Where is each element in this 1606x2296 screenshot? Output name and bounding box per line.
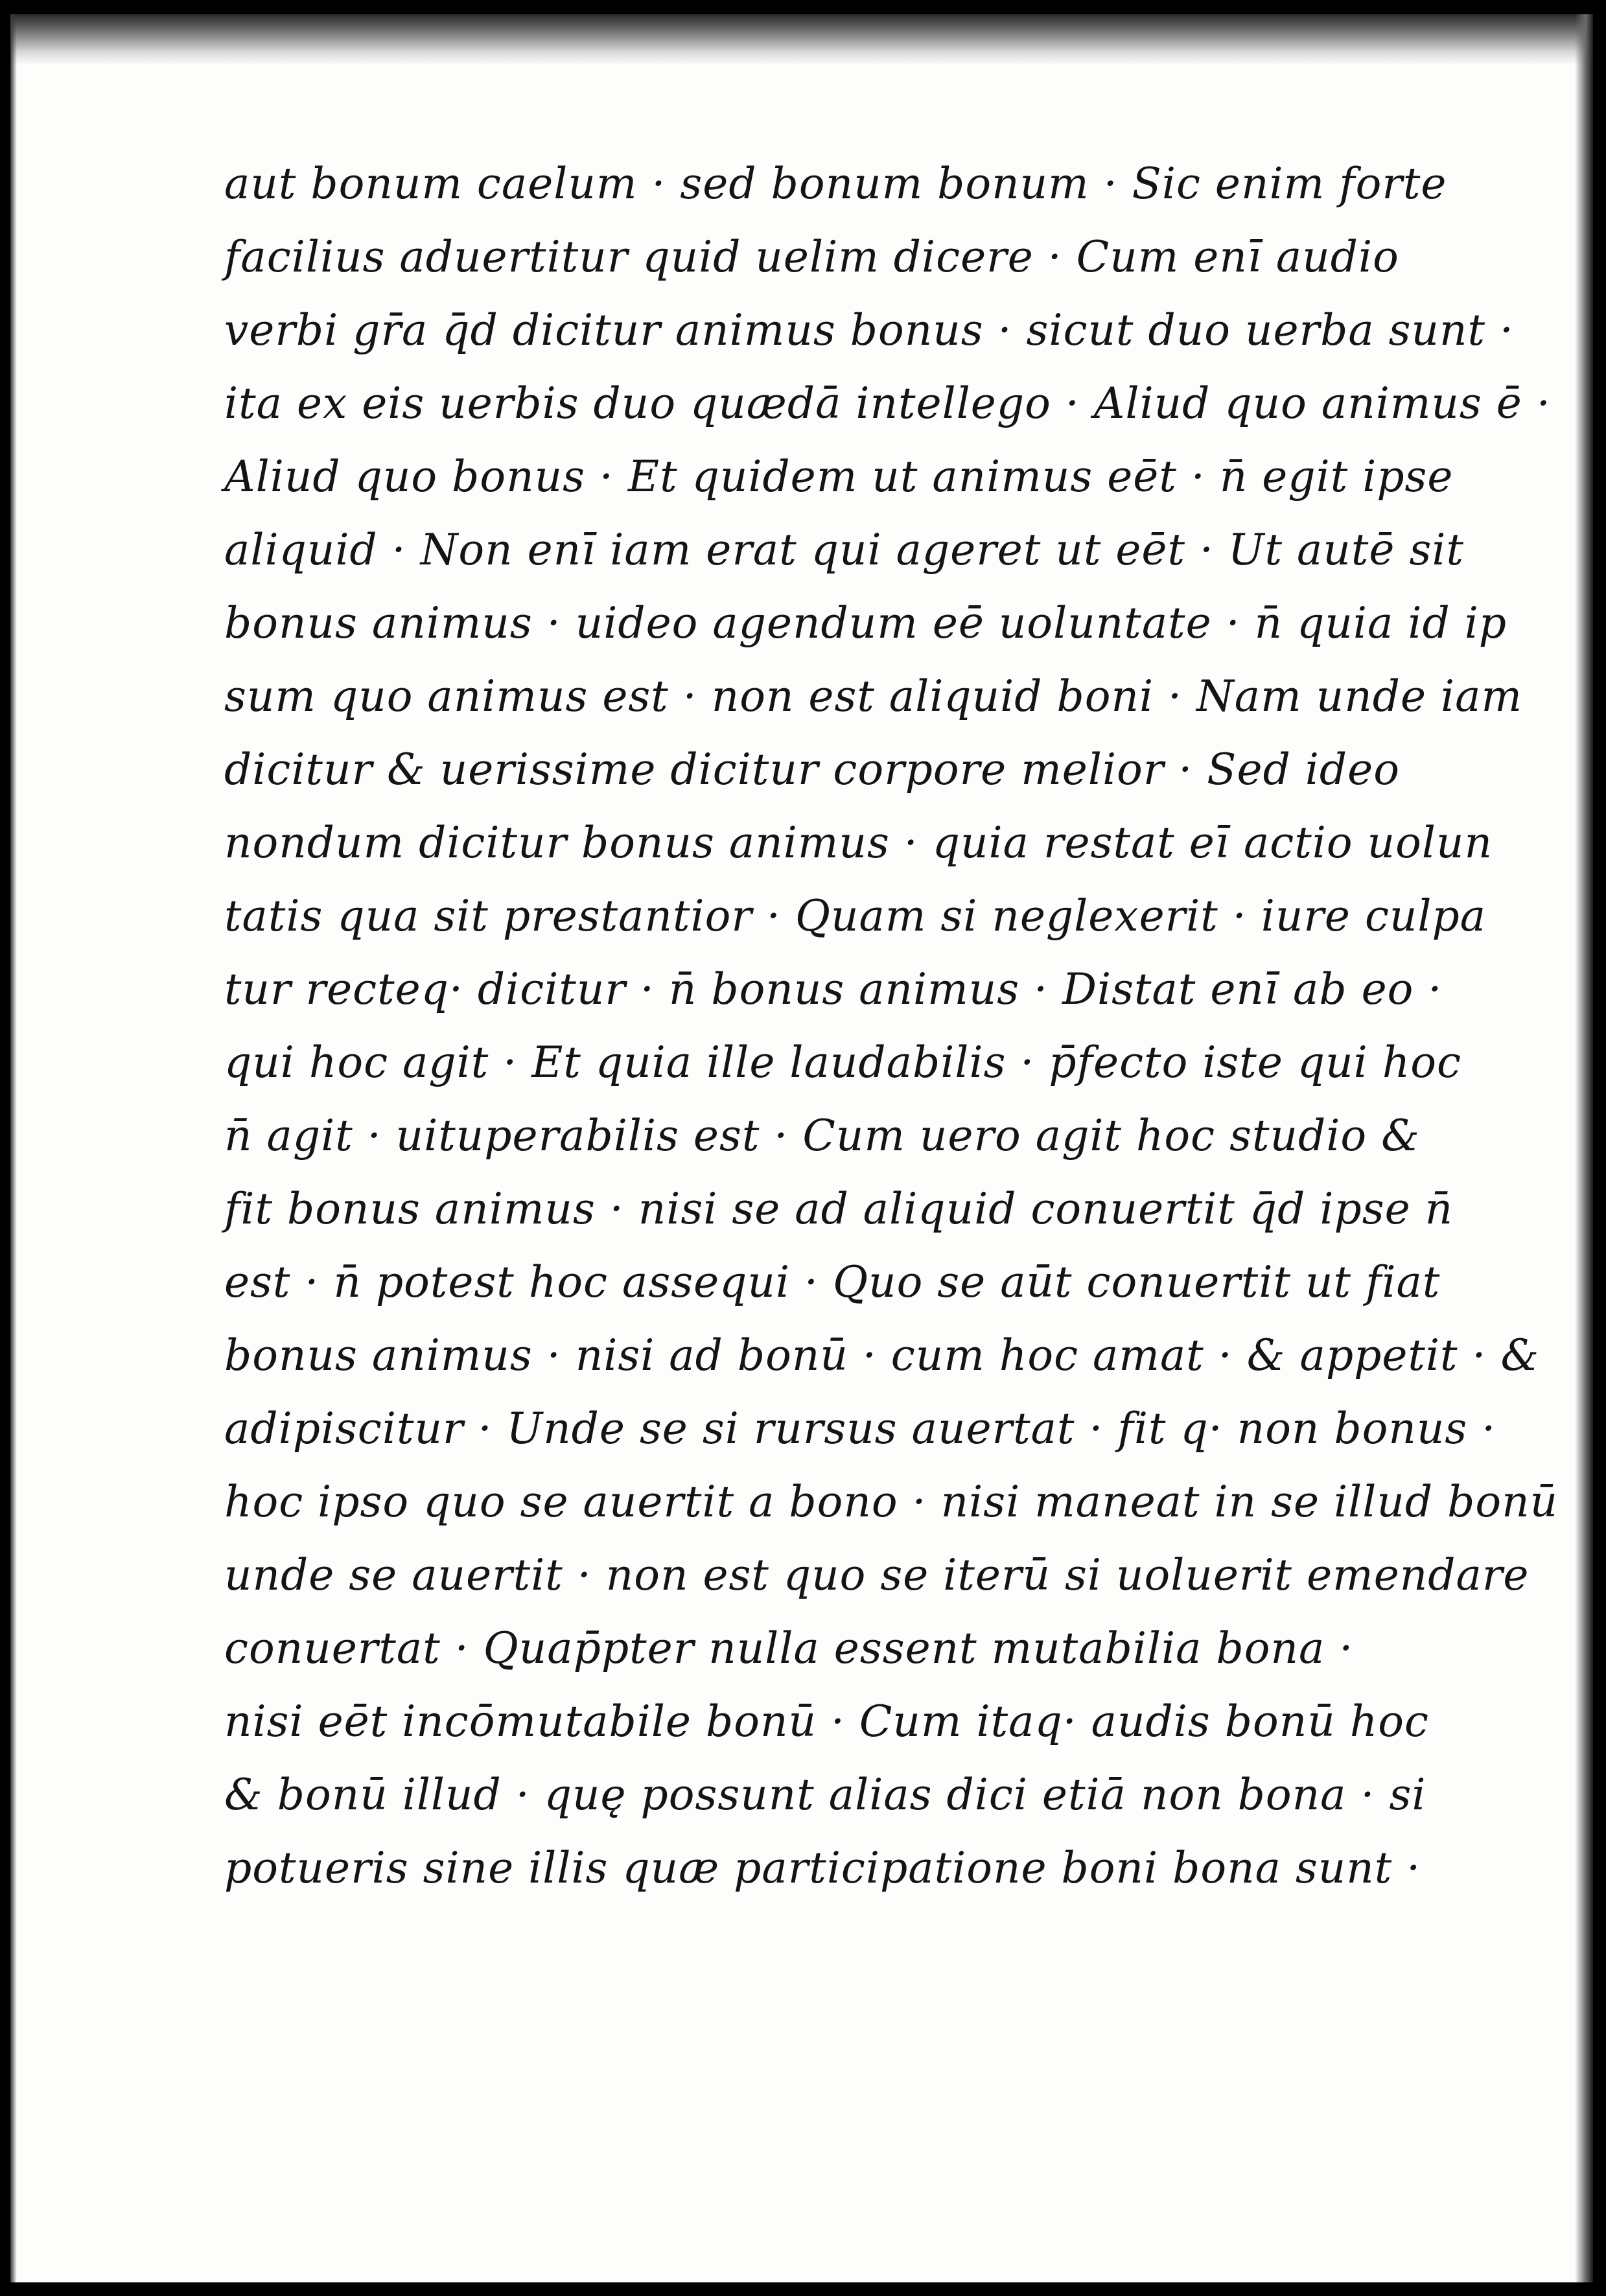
text-line-16: est · n̄ potest hoc assequi · Quo se aūt conuertit ut fiat [224,1257,1441,1307]
text-line-1: aut bonum caelum · sed bonum bonum · Sic enim forte [224,159,1447,209]
text-line-23: & bonū illud · quę possunt alias dici etiā non bona · si [224,1770,1426,1820]
text-line-17: bonus animus · nisi ad bonū · cum hoc amat · & appetit · & [224,1330,1540,1380]
text-line-18: adipiscitur · Unde se si rursus auertat · fit q· non bonus · [224,1404,1496,1454]
text-line-11: tatis qua sit prestantior · Quam si neglexerit · iure culpa [224,891,1487,941]
text-line-24: potueris sine illis quæ participatione boni bona sunt · [224,1843,1421,1893]
text-line-15: fit bonus animus · nisi se ad aliquid conuertit q̄d ipse n̄ [224,1184,1454,1234]
text-line-2: facilius aduertitur quid uelim dicere · Cum enī audio [224,232,1399,282]
text-line-13: qui hoc agit · Et quia ille laudabilis · p̄fecto iste qui hoc [224,1038,1461,1087]
manuscript-text-block [224,147,1559,1905]
text-line-10: nondum dicitur bonus animus · quia restat eī actio uolun [224,818,1493,868]
right-edge-shadow [1575,14,1593,2282]
text-line-4: ita ex eis uerbis duo quædā intellego · Aliud quo animus ē · [224,378,1551,428]
top-edge-shadow [10,14,1593,65]
left-edge-shadow [10,14,17,2282]
text-line-20: unde se auertit · non est quo se iterū si uoluerit emendare [224,1550,1530,1600]
text-line-3: verbi gr̄a q̄d dicitur animus bonus · sicut duo uerba sunt · [224,305,1515,355]
text-line-7: bonus animus · uideo agendum eē uoluntate · n̄ quia id ip [224,598,1507,648]
text-line-9: dicitur & uerissime dicitur corpore melior · Sed ideo [224,745,1400,794]
text-line-8: sum quo animus est · non est aliquid boni · Nam unde iam [224,671,1523,721]
text-line-14: n̄ agit · uituperabilis est · Cum uero agit hoc studio & [224,1111,1420,1161]
manuscript-page [10,14,1593,2282]
text-line-12: tur recteq· dicitur · n̄ bonus animus · Distat enī ab eo · [224,964,1443,1014]
text-line-6: aliquid · Non enī iam erat qui ageret ut eēt · Ut autē sit [224,525,1464,575]
text-line-5: Aliud quo bonus · Et quidem ut animus eēt · n̄ egit ipse [224,452,1454,502]
text-line-19: hoc ipso quo se auertit a bono · nisi maneat in se illud bonū [224,1477,1559,1527]
text-line-21: conuertat · Quap̄pter nulla essent mutabilia bona · [224,1623,1354,1673]
text-line-22: nisi eēt incōmutabile bonū · Cum itaq· audis bonū hoc [224,1697,1429,1746]
